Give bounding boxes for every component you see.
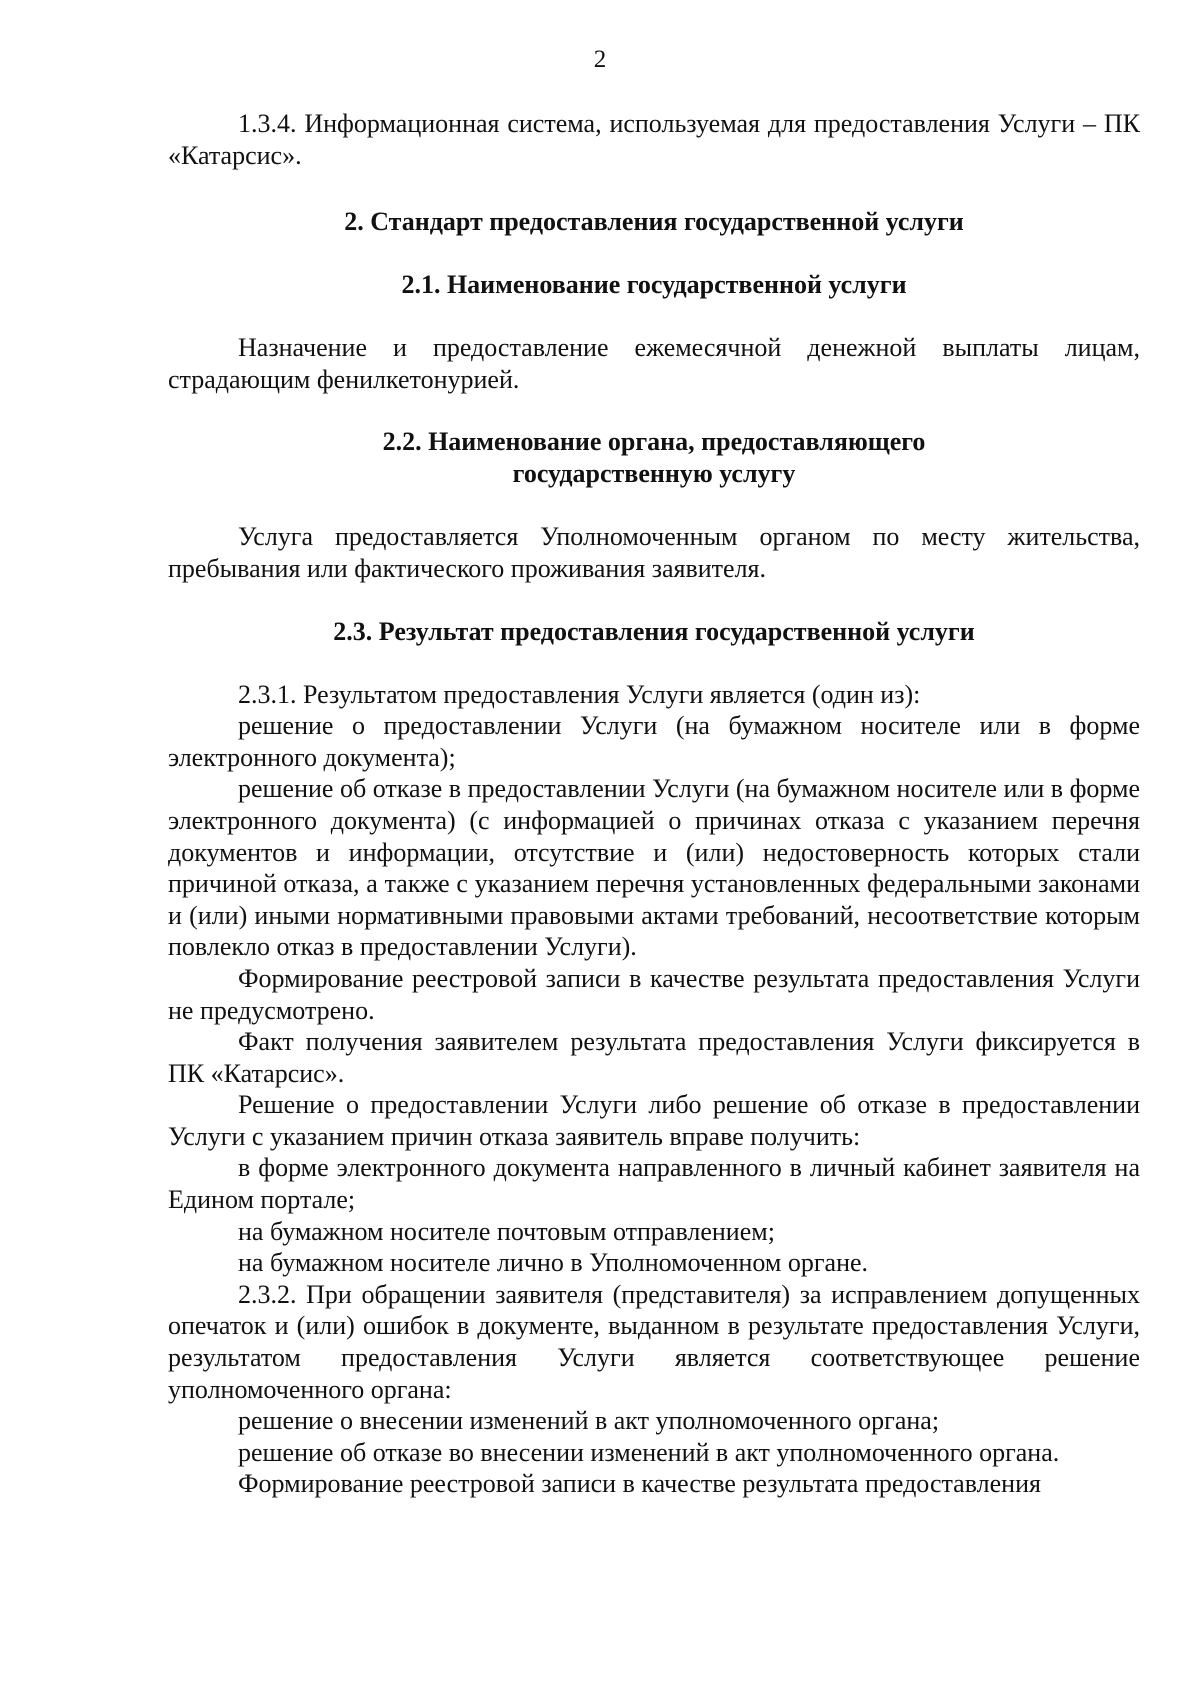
page-number: 2 <box>593 46 607 73</box>
document-body <box>168 108 1140 1500</box>
section-heading-2-2-line-1: 2.2. Наименование органа, предоставляющего <box>382 427 926 457</box>
paragraph-1-3-4: 1.3.4. Информационная система, используемая для предоставления Услуги – ПК «Катарсис». <box>168 109 1140 170</box>
paragraph-2-3-2: 2.3.2. При обращении заявителя (представителя) за исправлением допущенных опечаток и (или) ошибок в документе, выданном в результате предоставления Услуги, результатом предоставления Услуги является соответствующее решение уполномоченного органа: <box>168 1279 1140 1404</box>
section-heading-2-3: 2.3. Результат предоставления государственной услуги <box>333 616 975 646</box>
paragraph-2-3-1-post: на бумажном носителе почтовым отправлением; <box>238 1216 775 1246</box>
section-heading-2-1: 2.1. Наименование государственной услуги <box>401 270 907 300</box>
paragraph-2-3-1: 2.3.1. Результатом предоставления Услуги является (один из): <box>238 679 921 709</box>
paragraph-2-3-2-item-refusal: решение об отказе во внесении изменений в акт уполномоченного органа. <box>238 1437 1060 1467</box>
paragraph-2-3-1-registry: Формирование реестровой записи в качестве результата предоставления Услуги не предусмотрено. <box>168 963 1140 1025</box>
paragraph-2-3-1-electronic: в форме электронного документа направленного в личный кабинет заявителя на Едином портале; <box>168 1153 1140 1215</box>
paragraph-2-3-1-receive: Решение о предоставлении Услуги либо решение об отказе в предоставлении Услуги с указанием причин отказа заявитель вправе получить: <box>168 1090 1140 1151</box>
paragraph-2-2: Услуга предоставляется Уполномоченным органом по месту жительства, пребывания или фактического проживания заявителя. <box>168 522 1140 583</box>
section-heading-2-2 <box>168 426 1140 490</box>
paragraph-2-1: Назначение и предоставление ежемесячной денежной выплаты лицам, страдающим фенилкетонурией. <box>168 333 1140 394</box>
paragraph-2-3-1-item-approval: решение о предоставлении Услуги (на бумажном носителе или в форме электронного документа); <box>168 711 1140 772</box>
section-heading-2-2-line-2: государственную услугу <box>512 459 796 489</box>
paragraph-2-3-1-in-person: на бумажном носителе лично в Уполномоченном органе. <box>238 1248 869 1278</box>
paragraph-2-3-1-item-refusal: решение об отказе в предоставлении Услуги (на бумажном носителе или в форме электронного документа) (с информацией о причинах отказа с указанием перечня документов и информации, отсутствие и (или) недостоверность которых стали причиной отказа, а также с указанием перечня установленных федеральными законами и (или) иными нормативными правовыми актами требований, несоответствие которым повлекло отказ в предоставлении Услуги). <box>168 774 1141 962</box>
paragraph-2-3-2-item-changes: решение о внесении изменений в акт уполномоченного органа; <box>238 1406 940 1436</box>
paragraph-2-3-1-fact: Факт получения заявителем результата предоставления Услуги фиксируется в ПК «Катарсис». <box>168 1027 1140 1088</box>
paragraph-2-3-2-registry: Формирование реестровой записи в качестве результата предоставления <box>238 1469 1041 1499</box>
section-heading-2: 2. Стандарт предоставления государственной услуги <box>344 207 964 237</box>
